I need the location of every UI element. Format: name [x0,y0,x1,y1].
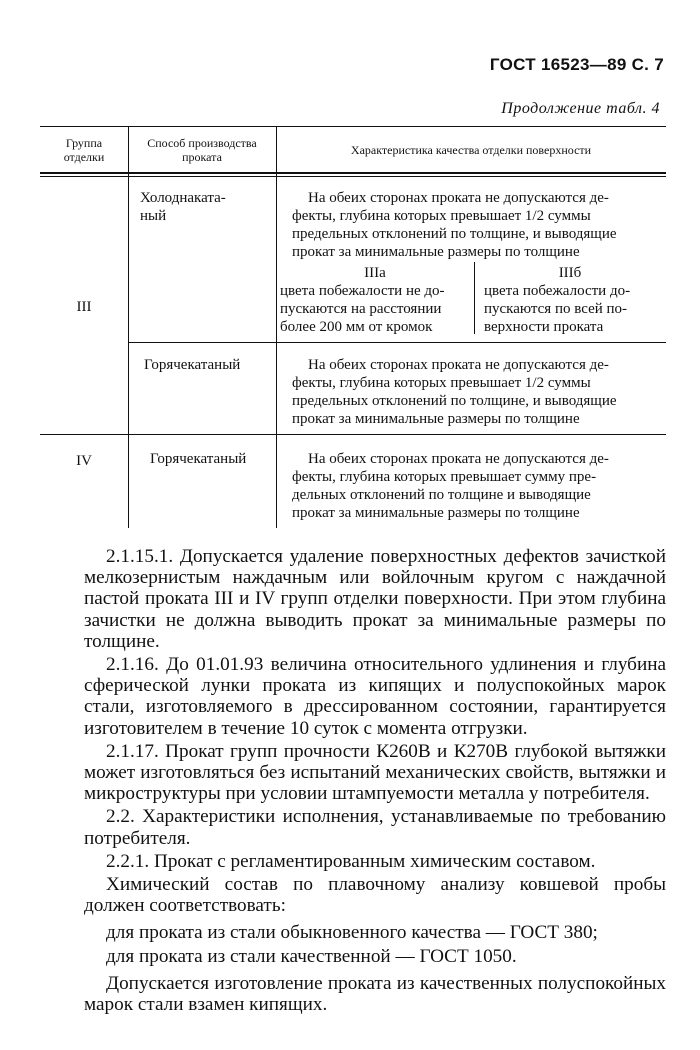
row2-text-4: прокат за минимальные размеры по толщине [292,411,580,427]
row-divider-main [40,434,666,435]
paragraph-semi-killed: Допускается изготовление проката из качественных полуспокойных марок стали взамен кипящих. [84,972,666,1016]
page-header-doc-ref: ГОСТ 16523—89 С. 7 [489,55,664,74]
sub-iiib-title: IIIб [558,265,582,281]
method-hot-rolled-1: Горячекатаный [144,357,241,373]
group-iv: IV [76,453,92,469]
row1-text-1: На обеих сторонах проката не допускаются де- [308,190,609,206]
sub-iiia-title: IIIa [364,265,386,281]
row2-text-2: фекты, глубина которых превышает 1/2 суммы [292,375,591,391]
col-header-group-2: отделки [63,150,105,164]
sub-iiib-text-1: цвета побежалости до- [484,283,631,299]
row3-text-2: фекты, глубина которых превышает сумму пре- [292,469,597,485]
col-divider-1 [128,126,129,528]
table-header-bottom-border [40,172,666,174]
paragraph-2-2: 2.2. Характеристики исполнения, устанавливаемые по требованию потребителя. [84,806,666,849]
col-divider-2 [276,126,277,528]
row1-text-3: предельных отклонений по толщине, и выводящие [292,226,617,242]
col-header-method-1: Способ производства [147,136,257,150]
sub-iiia-text-2: пускаются на расстоянии [280,301,442,317]
row1-text-2: фекты, глубина которых превышает 1/2 суммы [292,208,591,224]
method-cold-rolled-2: ный [140,208,167,224]
col-header-method-2: проката [182,150,222,164]
table-top-border [40,126,666,127]
row-divider-sub-1 [128,342,666,343]
row3-text-1: На обеих сторонах проката не допускаются де- [308,451,609,467]
paragraph-gost-1050: для проката из стали качественной — ГОСТ 1050. [106,945,517,967]
row3-text-4: прокат за минимальные размеры по толщине [292,505,580,521]
table-header-bottom-border-2 [40,176,666,177]
paragraph-2-1-15-1: 2.1.15.1. Допускается удаление поверхностных дефектов зачисткой мелкозернистым наждачным или войлочным кругом с наждачной пастой проката III и IV групп отделки поверхности. При этом глубина зачистки не должна выводить прокат за минимальные размеры по толщине. [84,546,666,652]
row2-text-1: На обеих сторонах проката не допускаются де- [308,357,609,373]
col-header-group-1: Группа [65,136,103,150]
method-hot-rolled-2: Горячекатаный [150,451,247,467]
table-continuation-label: Продолжение табл. 4 [501,100,660,117]
sub-iiia-text-1: цвета побежалости не до- [280,283,445,299]
row3-text-3: дельных отклонений по толщине и выводящие [292,487,591,503]
paragraph-chemical-composition: Химический состав по плавочному анализу ковшевой пробы должен соответствовать: [84,874,666,917]
sub-iiib-text-2: пускаются по всей по- [484,301,628,317]
sub-iiib-text-3: верхности проката [484,319,604,335]
paragraph-gost-380: для проката из стали обыкновенного качества — ГОСТ 380; [106,922,598,944]
document-body [84,546,666,1015]
sub-iiia-text-3: более 200 мм от кромок [280,319,433,335]
method-cold-rolled-1: Холоднаката- [140,190,226,206]
paragraph-2-1-16: 2.1.16. До 01.01.93 величина относительного удлинения и глубина сферической лунки проката из кипящих и полуспокойных марок стали, изготовляемого в дрессированном состоянии, гарантируется изготовителем в течение 10 суток с момента отгрузки. [84,654,666,739]
paragraph-2-2-1: 2.2.1. Прокат с регламентированным химическим составом. [106,850,596,872]
row2-text-3: предельных отклонений по толщине, и выводящие [292,393,617,409]
col-header-characteristic: Характеристика качества отделки поверхности [350,143,592,157]
row1-text-4: прокат за минимальные размеры по толщине [292,244,580,260]
paragraph-2-1-17: 2.1.17. Прокат групп прочности К260В и К270В глубокой вытяжки может изготовляться без испытаний механических свойств, вытяжки и микроструктуры при условии штампуемости металла у потребителя. [84,740,666,805]
group-iii: III [76,299,92,315]
